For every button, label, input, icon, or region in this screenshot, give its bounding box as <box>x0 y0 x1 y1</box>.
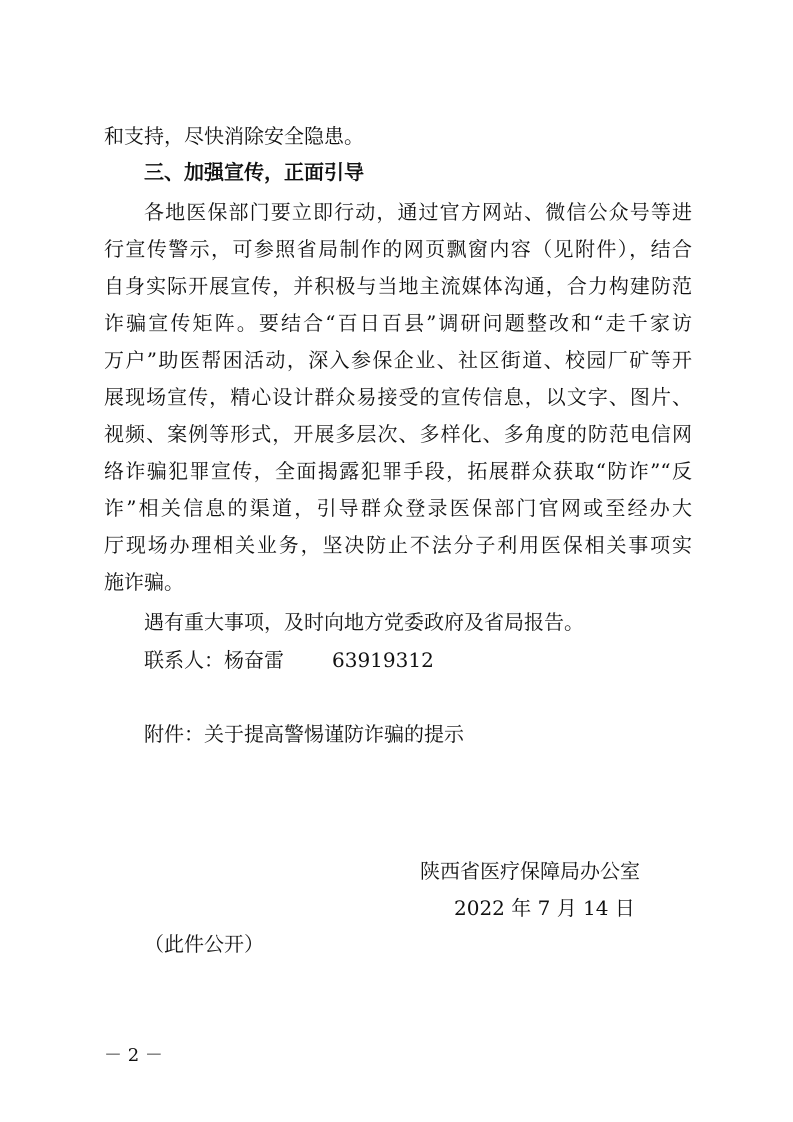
section-heading: 三、加强宣传，正面引导 <box>144 160 364 184</box>
paragraph-line: 各地医保部门要立即行动，通过官方网站、微信公众号等进 <box>144 200 692 224</box>
contact-phone: 63919312 <box>332 648 434 672</box>
report-instruction: 遇有重大事项，及时向地方党委政府及省局报告。 <box>144 610 584 634</box>
disclosure-note: （此件公开） <box>144 932 264 956</box>
page-number: － 2 － <box>104 1045 163 1066</box>
paragraph-line: 诈”相关信息的渠道，引导群众登录医保部门官网或至经办大 <box>104 496 692 520</box>
contact-info <box>144 648 434 672</box>
issuing-office: 陕西省医疗保障局办公室 <box>420 859 640 883</box>
paragraph-line: 展现场宣传，精心设计群众易接受的宣传信息，以文字、图片、 <box>104 385 692 409</box>
issue-date: 2022 年 7 月 14 日 <box>454 896 635 920</box>
paragraph-line: 行宣传警示，可参照省局制作的网页飘窗内容（见附件），结合 <box>104 237 692 261</box>
paragraph-line: 自身实际开展宣传，并积极与当地主流媒体沟通，合力构建防范 <box>104 274 692 298</box>
continued-text-line: 和支持，尽快消除安全隐患。 <box>104 124 364 148</box>
attachment-note: 附件：关于提高警惕谨防诈骗的提示 <box>144 722 464 746</box>
paragraph-line: 万户”助医帮困活动，深入参保企业、社区街道、校园厂矿等开 <box>104 348 692 372</box>
paragraph-line: 厅现场办理相关业务，坚决防止不法分子利用医保相关事项实 <box>104 533 692 557</box>
paragraph-line: 施诈骗。 <box>104 570 184 594</box>
contact-person: 联系人：杨奋雷 <box>144 648 284 672</box>
paragraph-line: 视频、案例等形式，开展多层次、多样化、多角度的防范电信网 <box>104 422 692 446</box>
paragraph-line: 诈骗宣传矩阵。要结合“百日百县”调研问题整改和“走千家访 <box>104 311 692 335</box>
paragraph-line: 络诈骗犯罪宣传，全面揭露犯罪手段，拓展群众获取“防诈”“反 <box>104 459 692 483</box>
